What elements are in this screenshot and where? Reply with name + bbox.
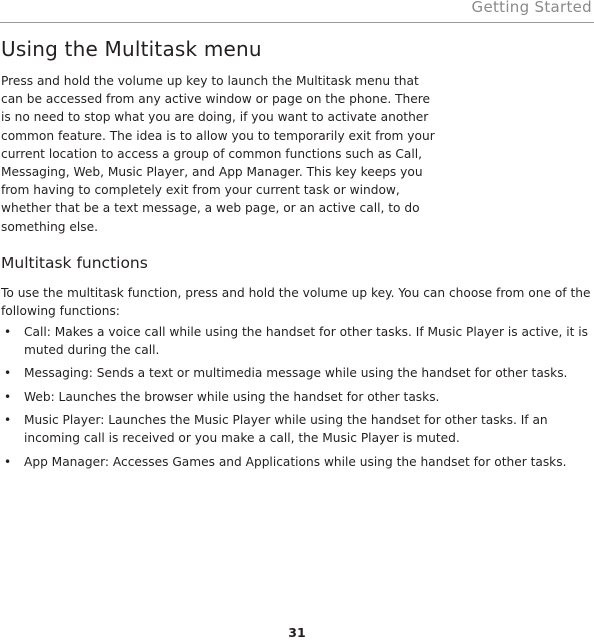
list-item-text: Web: Launches the browser while using the handset for other tasks.: [24, 389, 440, 404]
list-item-text: Call: Makes a voice call while using the handset for other tasks. If Music Player is active, it is muted during the call.: [24, 325, 589, 357]
section-title: Multitask functions: [1, 254, 148, 272]
bullet-icon: •: [4, 454, 12, 469]
intro-paragraph: Press and hold the volume up key to launch the Multitask menu that can be accessed from any active window or page on the phone. There is no need to stop what you are doing, if you want to activate another common feature. The idea is to allow you to temporarily exit from your current location to access a group of common functions such as Call, Messaging, Web, Music Player, and App Manager. This key keeps you from having to completely exit from your current task or window, whether that be a text message, a web page, or an active call, to do something else.: [1, 74, 435, 234]
bullet-icon: •: [4, 389, 12, 404]
list-item-messaging: [0, 365, 594, 383]
list-item-text: Music Player: Launches the Music Player while using the handset for other tasks. If an incoming call is received or you make a call, the Music Player is muted.: [24, 413, 548, 445]
bullet-icon: •: [4, 366, 12, 381]
running-header-title: Getting Started: [471, 0, 592, 16]
list-item-web: [0, 389, 594, 407]
list-item-text: Messaging: Sends a text or multimedia message while using the handset for other tasks.: [24, 366, 568, 381]
list-item-text: App Manager: Accesses Games and Applications while using the handset for other tasks.: [24, 454, 567, 469]
bullet-icon: •: [4, 325, 12, 339]
header-divider: [0, 22, 594, 23]
multitask-function-list: [0, 324, 594, 477]
list-item-call: [0, 324, 594, 359]
section-intro-paragraph: To use the multitask function, press and hold the volume up key. You can choose from one of the following functions:: [1, 286, 591, 318]
list-item-music-player: [0, 412, 594, 447]
page-number: 31: [288, 625, 306, 640]
page-title: Using the Multitask menu: [1, 37, 262, 61]
bullet-icon: •: [4, 413, 12, 428]
list-item-app-manager: [0, 454, 594, 472]
